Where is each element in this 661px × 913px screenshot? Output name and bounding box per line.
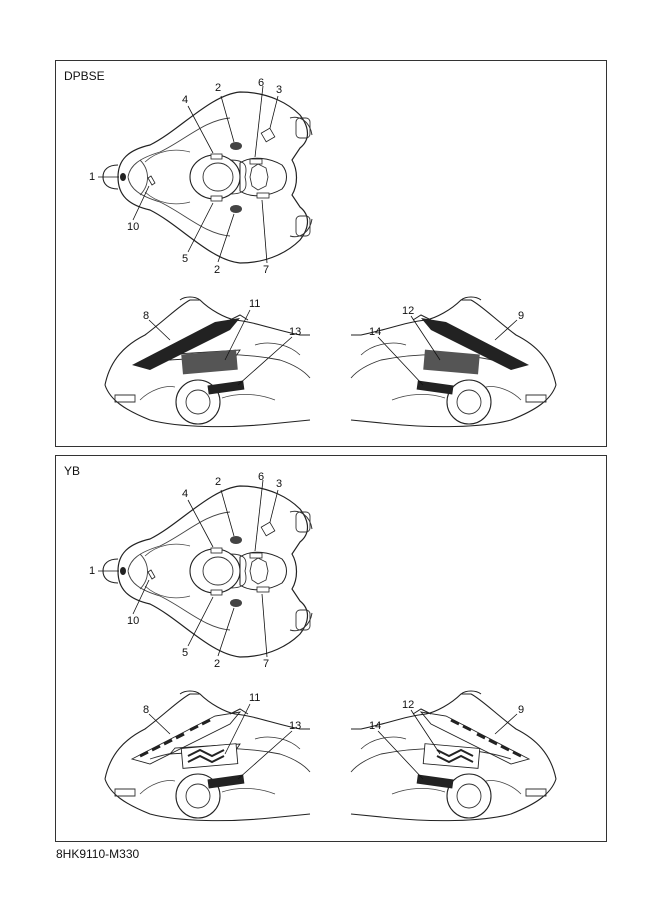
callout-8: 8 — [143, 310, 150, 322]
panel-label: YB — [64, 464, 81, 478]
callout-13: 13 — [289, 720, 302, 732]
callout-13: 13 — [289, 326, 302, 338]
yamaha-logo-right — [417, 381, 454, 395]
callout-7: 7 — [263, 264, 270, 276]
top-view-yb — [98, 480, 312, 657]
yamaha-logo-right-yb — [417, 775, 454, 789]
callout-4: 4 — [182, 94, 189, 106]
callout-1: 1 — [89, 565, 96, 577]
panel-label: DPBSE — [64, 69, 105, 83]
callout-6: 6 — [258, 471, 265, 483]
callout-6: 6 — [258, 77, 265, 89]
callout-2-bottom: 2 — [214, 658, 221, 670]
top-view-dpbse — [98, 86, 312, 263]
callout-14: 14 — [369, 720, 382, 732]
callout-12: 12 — [402, 699, 415, 711]
callout-10: 10 — [127, 615, 140, 627]
callout-14: 14 — [369, 326, 382, 338]
callout-2-top: 2 — [215, 476, 222, 488]
callout-2-bottom: 2 — [214, 264, 221, 276]
callout-12: 12 — [402, 305, 415, 317]
callout-9: 9 — [518, 704, 525, 716]
callout-11: 11 — [249, 298, 261, 310]
callout-4: 4 — [182, 488, 189, 500]
decal-panel-right — [423, 350, 480, 375]
callout-5: 5 — [182, 647, 189, 659]
callout-11: 11 — [249, 692, 261, 704]
decal-panel-left-yb — [181, 744, 238, 769]
callout-2-top: 2 — [215, 82, 222, 94]
figure-code: 8HK9110-M330 — [56, 847, 140, 861]
callout-8: 8 — [143, 704, 150, 716]
decal-panel-right-yb — [423, 744, 480, 769]
callout-10: 10 — [127, 221, 140, 233]
callout-3: 3 — [276, 478, 283, 490]
callout-7: 7 — [263, 658, 270, 670]
callout-3: 3 — [276, 84, 283, 96]
callout-5: 5 — [182, 253, 189, 265]
callout-1: 1 — [89, 171, 96, 183]
yamaha-logo-left — [207, 381, 244, 395]
yamaha-logo-left-yb — [207, 775, 244, 789]
callout-9: 9 — [518, 310, 525, 322]
